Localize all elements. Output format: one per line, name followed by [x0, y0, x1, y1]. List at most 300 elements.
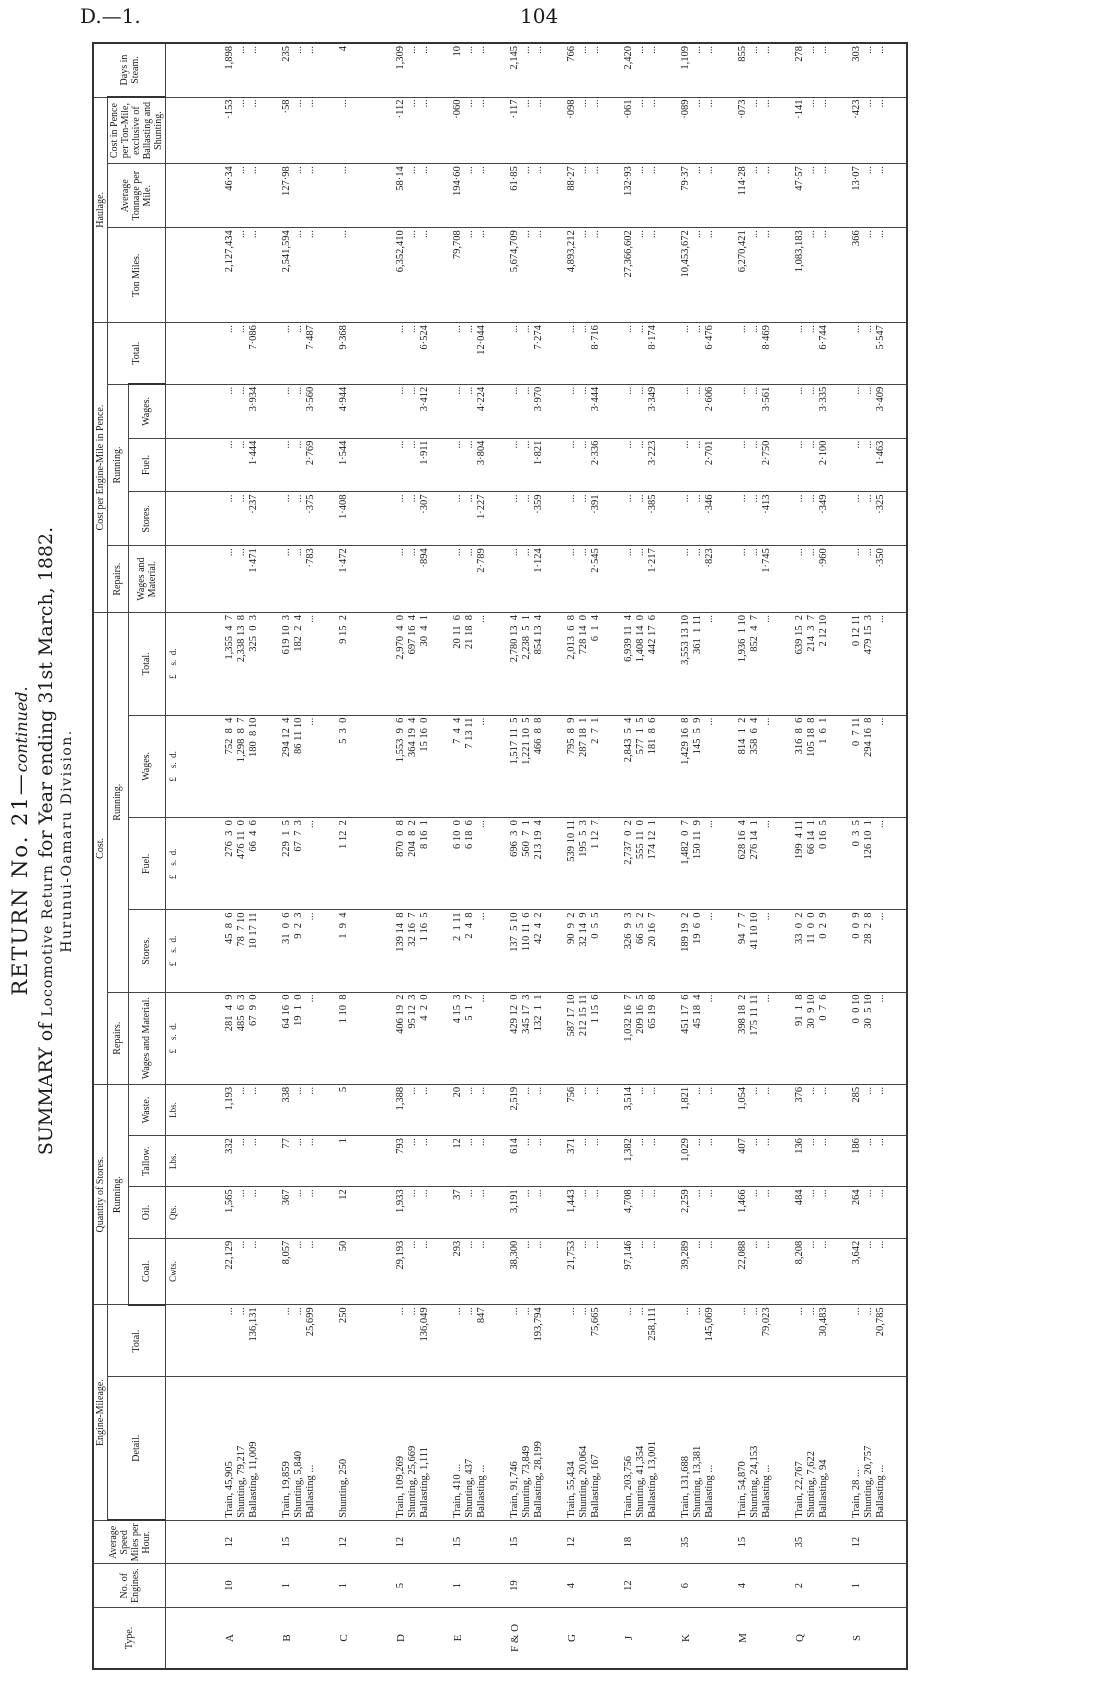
cell-ton-miles: 6,352,410 ... ...	[394, 228, 451, 323]
cell-stores: 33 0 2 11 0 0 0 2 9	[793, 910, 850, 992]
cell-detail: Train, 109,269 Shunting, 25,669 Ballasting, 1,111	[394, 1377, 451, 1521]
locomotive-table	[92, 42, 908, 1670]
cell-fuel: 1,482 0 7 150 11 9 ...	[679, 818, 736, 910]
cell-engines: 4	[565, 1564, 622, 1608]
units-row	[166, 43, 223, 1669]
cell-run-total: 20 11 6 21 18 8 ...	[451, 612, 508, 715]
cell-p-stores: ... ... ·346	[679, 492, 736, 546]
cell-tallow: 77 ... ...	[280, 1136, 337, 1187]
cell-stores: 137 5 10 110 11 6 42 4 2	[508, 910, 565, 992]
table-row	[508, 43, 565, 1669]
col-pence-total: Total.	[108, 323, 166, 385]
cell-oil: 1,565 ... ...	[223, 1187, 280, 1238]
cell-run-total: 2,013 6 8 728 14 0 6 1 4	[565, 612, 622, 715]
cell-repairs: 1 10 8	[337, 992, 394, 1084]
col-cost-total: Total.	[128, 612, 165, 715]
col-speed: Average Speed Miles per Hour.	[93, 1520, 166, 1564]
cell-ton-miles: 366 ... ...	[850, 228, 907, 323]
cell-stores: 90 9 2 32 14 9 0 5 5	[565, 910, 622, 992]
cell-engines: 12	[622, 1564, 679, 1608]
cell-ton-miles: 4,893,212 ... ...	[565, 228, 622, 323]
col-pence-wages: Wages.	[128, 384, 165, 438]
cell-p-fuel: ... ... 1·444	[223, 438, 280, 492]
cell-speed: 35	[793, 1520, 850, 1564]
cell-p-stores: ... ... ·237	[223, 492, 280, 546]
cell-repairs: 406 19 2 95 12 3 4 2 0	[394, 992, 451, 1084]
cell-type: S	[850, 1607, 907, 1669]
cell-type: C	[337, 1607, 394, 1669]
cell-speed: 15	[508, 1520, 565, 1564]
cell-wages: 7 4 4 7 13 11 ...	[451, 715, 508, 818]
cell-cost-ton: ·117 ... ...	[508, 97, 565, 164]
cell-cost-ton: ·060 ... ...	[451, 97, 508, 164]
cell-p-wages: ... ... 3·934	[223, 384, 280, 438]
cell-ton-miles: 5,674,709 ... ...	[508, 228, 565, 323]
cell-tallow: 407 ... ...	[736, 1136, 793, 1187]
cell-speed: 35	[679, 1520, 736, 1564]
cell-total: ... ... 847	[451, 1305, 508, 1377]
cell-oil: 3,191 ... ...	[508, 1187, 565, 1238]
cell-p-stores: ... ... ·391	[565, 492, 622, 546]
cell-p-stores: ... ... ·307	[394, 492, 451, 546]
cell-engines: 1	[850, 1564, 907, 1608]
page-reference: D.—1.	[80, 4, 141, 28]
cell-ton-miles: ...	[337, 228, 394, 323]
cell-coal: 8,057 ... ...	[280, 1238, 337, 1305]
cell-p-fuel: ... ... 2·750	[736, 438, 793, 492]
cell-cost-ton: ·098 ... ...	[565, 97, 622, 164]
cell-run-total: 1,936 1 10 852 4 7 ...	[736, 612, 793, 715]
cell-p-wages: ... ... 2·606	[679, 384, 736, 438]
group-cost: Cost.	[93, 612, 108, 1084]
cell-total: ... ... 30,483	[793, 1305, 850, 1377]
cell-p-repairs: ... ... 1·745	[736, 546, 793, 613]
summary-title: SUMMARY of Locomotive Return for Year ending 31st March, 1882.	[35, 526, 57, 1156]
cell-avg-tonnage: 47·57 ... ...	[793, 164, 850, 228]
cell-engines: 6	[679, 1564, 736, 1608]
cell-repairs: 91 1 8 30 9 10 0 7 6	[793, 992, 850, 1084]
cell-tallow: 793 ... ...	[394, 1136, 451, 1187]
cell-p-fuel: ... ... 3·804	[451, 438, 508, 492]
unit-lsd: £ s. d.	[166, 818, 223, 910]
col-mileage-total: Total.	[108, 1305, 166, 1377]
cell-p-fuel: ... ... 2·100	[793, 438, 850, 492]
cell-wages: 795 8 9 287 18 1 2 7 1	[565, 715, 622, 818]
col-coal: Coal.	[128, 1238, 165, 1305]
cell-waste: 1,193 ... ...	[223, 1084, 280, 1135]
cell-wages: 316 8 6 105 18 8 1 6 1	[793, 715, 850, 818]
cell-tallow: 12 ... ...	[451, 1136, 508, 1187]
cell-oil: 2,259 ... ...	[679, 1187, 736, 1238]
cell-repairs: 64 16 0 19 1 0 ...	[280, 992, 337, 1084]
cell-p-repairs: ... ... 2·545	[565, 546, 622, 613]
cell-avg-tonnage: 46·34 ... ...	[223, 164, 280, 228]
col-oil: Oil.	[128, 1187, 165, 1238]
cell-total: ... ... 79,023	[736, 1305, 793, 1377]
cell-type: J	[622, 1607, 679, 1669]
cell-wages: 294 12 4 86 11 10 ...	[280, 715, 337, 818]
cell-p-repairs: ... ... 2·789	[451, 546, 508, 613]
cell-coal: 8,208 ... ...	[793, 1238, 850, 1305]
table-row	[850, 43, 907, 1669]
cell-repairs: 4 15 3 5 1 7 ...	[451, 992, 508, 1084]
cell-stores: 31 0 6 9 2 3 ...	[280, 910, 337, 992]
group-haulage: Haulage.	[93, 97, 108, 323]
cell-speed: 18	[622, 1520, 679, 1564]
cell-ton-miles: 27,366,602 ... ...	[622, 228, 679, 323]
col-cost-ton-mile: Cost in Pence per Ton-Mile, exclusive of Ballasting and Shunting.	[108, 97, 166, 164]
cell-waste: 1,821 ... ...	[679, 1084, 736, 1135]
cell-cost-ton: ·423 ... ...	[850, 97, 907, 164]
cell-cost-ton: ...	[337, 97, 394, 164]
cell-p-fuel: ... ... 1·911	[394, 438, 451, 492]
cell-fuel: 0 3 5 126 10 1 ...	[850, 818, 907, 910]
cell-ton-miles: 2,541,594 ... ...	[280, 228, 337, 323]
cell-waste: 5	[337, 1084, 394, 1135]
cell-speed: 15	[451, 1520, 508, 1564]
unit-lsd: £ s. d.	[166, 992, 223, 1084]
cell-p-stores: ... ... ·375	[280, 492, 337, 546]
cell-days: 1,109 ... ...	[679, 43, 736, 97]
cell-type: A	[223, 1607, 280, 1669]
cell-p-total: 9·368	[337, 323, 394, 385]
cell-detail: Train, 410 ... Shunting, 437 Ballasting ...	[451, 1377, 508, 1521]
cell-p-total: ... ... 5·547	[850, 323, 907, 385]
cell-p-stores: ... ... 1·227	[451, 492, 508, 546]
cell-speed: 12	[565, 1520, 622, 1564]
cell-p-wages: ... ... 3·412	[394, 384, 451, 438]
cell-p-wages: ... ... 3·444	[565, 384, 622, 438]
cell-p-total: ... ... 8·469	[736, 323, 793, 385]
cell-stores: 1 9 4	[337, 910, 394, 992]
cell-p-fuel: ... ... 1·463	[850, 438, 907, 492]
group-stores-running: Running.	[108, 1084, 129, 1305]
cell-avg-tonnage: 114·28 ... ...	[736, 164, 793, 228]
cell-p-repairs: ... ... 1·471	[223, 546, 280, 613]
cell-engines: 19	[508, 1564, 565, 1608]
cell-waste: 1,388 ... ...	[394, 1084, 451, 1135]
cell-coal: 38,300 ... ...	[508, 1238, 565, 1305]
cell-run-total: 2,780 13 4 2,238 5 1 854 13 4	[508, 612, 565, 715]
cell-detail: Train, 22,767 Shunting, 7,622 Ballasting, 94	[793, 1377, 850, 1521]
col-type: Type.	[93, 1607, 166, 1669]
cell-p-repairs: ... ... ·350	[850, 546, 907, 613]
cell-repairs: 281 4 9 485 6 3 67 9 0	[223, 992, 280, 1084]
cell-p-total: ... ... 7·274	[508, 323, 565, 385]
cell-coal: 22,129 ... ...	[223, 1238, 280, 1305]
cell-p-total: ... ... 8·174	[622, 323, 679, 385]
cell-days: 1,309 ... ...	[394, 43, 451, 97]
unit-lbs: Lbs.	[166, 1084, 223, 1135]
cell-waste: 756 ... ...	[565, 1084, 622, 1135]
cell-avg-tonnage: 194·60 ... ...	[451, 164, 508, 228]
cell-speed: 12	[223, 1520, 280, 1564]
cell-run-total: 0 12 11 479 15 3 ...	[850, 612, 907, 715]
cell-p-repairs: ... ... ·960	[793, 546, 850, 613]
table-row	[451, 43, 508, 1669]
cell-days: 2,420 ... ...	[622, 43, 679, 97]
cell-days: 4	[337, 43, 394, 97]
table-row	[280, 43, 337, 1669]
cell-p-wages: ... ... 3·335	[793, 384, 850, 438]
cell-oil: 484 ... ...	[793, 1187, 850, 1238]
cell-oil: 37 ... ...	[451, 1187, 508, 1238]
cell-days: 855 ... ...	[736, 43, 793, 97]
title-block	[8, 0, 75, 1682]
cell-waste: 3,514 ... ...	[622, 1084, 679, 1135]
cell-coal: 97,146 ... ...	[622, 1238, 679, 1305]
cell-detail: Train, 91,746 Shunting, 73,849 Ballasting, 28,199	[508, 1377, 565, 1521]
cell-avg-tonnage: 88·27 ... ...	[565, 164, 622, 228]
cell-ton-miles: 1,083,183 ... ...	[793, 228, 850, 323]
group-pence-repairs: Repairs.	[108, 546, 129, 613]
cell-days: 303 ... ...	[850, 43, 907, 97]
table-row	[736, 43, 793, 1669]
cell-repairs: 429 12 0 345 17 3 132 1 1	[508, 992, 565, 1084]
col-cost-wages: Wages.	[128, 715, 165, 818]
cell-detail: Train, 45,905 Shunting, 79,217 Ballasting, 11,009	[223, 1377, 280, 1521]
cell-p-wages: 4·944	[337, 384, 394, 438]
cell-oil: 264 ... ...	[850, 1187, 907, 1238]
cell-days: 2,145 ... ...	[508, 43, 565, 97]
cell-detail: Shunting, 250	[337, 1377, 394, 1521]
cell-engines: 2	[793, 1564, 850, 1608]
col-avg-tonnage: Average Tonnage per Mile.	[108, 164, 166, 228]
cell-engines: 10	[223, 1564, 280, 1608]
cell-type: G	[565, 1607, 622, 1669]
cell-tallow: 186 ... ...	[850, 1136, 907, 1187]
division-title: Hurunui-Oamaru Division.	[59, 729, 75, 953]
cell-tallow: 1,029 ... ...	[679, 1136, 736, 1187]
cell-repairs: 0 0 10 30 5 10 ...	[850, 992, 907, 1084]
table-row	[679, 43, 736, 1669]
cell-type: E	[451, 1607, 508, 1669]
col-pence-stores: Stores.	[128, 492, 165, 546]
cell-wages: 2,843 5 4 577 1 5 181 8 6	[622, 715, 679, 818]
cell-fuel: 6 10 0 6 18 6 ...	[451, 818, 508, 910]
col-cost-stores: Stores.	[128, 910, 165, 992]
cell-p-wages: ... ... 3·409	[850, 384, 907, 438]
cell-waste: 376 ... ...	[793, 1084, 850, 1135]
cell-coal: 39,289 ... ...	[679, 1238, 736, 1305]
cell-repairs: 398 18 2 175 11 11 ...	[736, 992, 793, 1084]
cell-tallow: 371 ... ...	[565, 1136, 622, 1187]
cell-total: ... ... 193,794	[508, 1305, 565, 1377]
cell-oil: 1,443 ... ...	[565, 1187, 622, 1238]
cell-fuel: 2,737 0 2 555 11 0 174 12 1	[622, 818, 679, 910]
cell-detail: Train, 55,434 Shunting, 20,064 Ballasting, 167	[565, 1377, 622, 1521]
cell-stores: 45 8 6 78 7 10 10 17 11	[223, 910, 280, 992]
col-days-steam: Days in Steam.	[93, 43, 166, 97]
page-number: 104	[520, 4, 559, 28]
cell-fuel: 229 1 5 67 7 3 ...	[280, 818, 337, 910]
table-row	[394, 43, 451, 1669]
cell-stores: 2 1 11 2 4 8 ...	[451, 910, 508, 992]
cell-type: B	[280, 1607, 337, 1669]
cell-p-wages: ... ... 3·970	[508, 384, 565, 438]
col-repairs-wages: Wages and Material.	[128, 992, 165, 1084]
cell-days: 766 ... ...	[565, 43, 622, 97]
cell-type: D	[394, 1607, 451, 1669]
cell-waste: 20 ... ...	[451, 1084, 508, 1135]
cell-cost-ton: ·089 ... ...	[679, 97, 736, 164]
cell-p-stores: ... ... ·385	[622, 492, 679, 546]
cell-coal: 22,088 ... ...	[736, 1238, 793, 1305]
unit-lsd: £ s. d.	[166, 612, 223, 715]
cell-detail: Train, 28 ... Shunting, 20,757 Ballasting ...	[850, 1377, 907, 1521]
cell-stores: 94 7 7 41 10 10 ...	[736, 910, 793, 992]
table-row	[565, 43, 622, 1669]
cell-stores: 189 19 2 19 6 0 ...	[679, 910, 736, 992]
cell-tallow: 332 ... ...	[223, 1136, 280, 1187]
col-pence-fuel: Fuel.	[128, 438, 165, 492]
cell-days: 1,898 ... ...	[223, 43, 280, 97]
group-cost-per-mile: Cost per Engine-Mile in Pence.	[93, 323, 108, 613]
cell-detail: Train, 19,859 Shunting, 5,840 Ballasting ...	[280, 1377, 337, 1521]
cell-detail: Train, 54,870 Shunting, 24,153 Ballasting ...	[736, 1377, 793, 1521]
cell-engines: 1	[337, 1564, 394, 1608]
cell-p-fuel: ... ... 3·223	[622, 438, 679, 492]
cell-p-wages: ... ... 3·560	[280, 384, 337, 438]
cell-repairs: 1,032 16 7 209 16 5 65 19 8	[622, 992, 679, 1084]
cell-cost-ton: ·073 ... ...	[736, 97, 793, 164]
cell-detail: Train, 203,756 Shunting, 41,354 Ballasting, 13,001	[622, 1377, 679, 1521]
cell-waste: 338 ... ...	[280, 1084, 337, 1135]
cell-avg-tonnage: 79·37 ... ...	[679, 164, 736, 228]
cell-tallow: 136 ... ...	[793, 1136, 850, 1187]
cell-cost-ton: ·061 ... ...	[622, 97, 679, 164]
cell-speed: 12	[394, 1520, 451, 1564]
unit-lbs: Lbs.	[166, 1136, 223, 1187]
cell-avg-tonnage: 58·14 ... ...	[394, 164, 451, 228]
cell-engines: 1	[451, 1564, 508, 1608]
cell-fuel: 628 16 4 276 14 1 ...	[736, 818, 793, 910]
unit-lsd: £ s. d.	[166, 910, 223, 992]
cell-engines: 4	[736, 1564, 793, 1608]
cell-cost-ton: ·58 ... ...	[280, 97, 337, 164]
cell-total: 250	[337, 1305, 394, 1377]
group-engine-mileage: Engine-Mileage.	[93, 1305, 108, 1520]
cell-coal: 21,753 ... ...	[565, 1238, 622, 1305]
cell-type: M	[736, 1607, 793, 1669]
cell-p-repairs: ... ... ·894	[394, 546, 451, 613]
table-row	[793, 43, 850, 1669]
unit-qts: Qts.	[166, 1187, 223, 1238]
cell-avg-tonnage: 61·85 ... ...	[508, 164, 565, 228]
return-title: RETURN No. 21—continued.	[8, 686, 32, 996]
cell-total: ... ... 25,699	[280, 1305, 337, 1377]
cell-p-repairs: ... ... 1·124	[508, 546, 565, 613]
cell-coal: 293 ... ...	[451, 1238, 508, 1305]
cell-p-total: ... ... 6·524	[394, 323, 451, 385]
col-engines: No. of Engines.	[93, 1564, 166, 1608]
cell-coal: 50	[337, 1238, 394, 1305]
col-tallow: Tallow.	[128, 1136, 165, 1187]
col-waste: Waste.	[128, 1084, 165, 1135]
cell-run-total: 619 10 3 182 2 4 ...	[280, 612, 337, 715]
cell-coal: 3,642 ... ...	[850, 1238, 907, 1305]
cell-fuel: 1 12 2	[337, 818, 394, 910]
cell-wages: 5 3 0	[337, 715, 394, 818]
cell-p-stores: ... ... ·349	[793, 492, 850, 546]
cell-total: ... ... 258,111	[622, 1305, 679, 1377]
cell-wages: 1,429 16 8 145 5 9 ...	[679, 715, 736, 818]
group-pence-running: Running.	[108, 384, 129, 546]
cell-p-stores: ... ... ·359	[508, 492, 565, 546]
cell-avg-tonnage: 13·07 ... ...	[850, 164, 907, 228]
cell-p-fuel: ... ... 1·821	[508, 438, 565, 492]
col-pence-repairs: Wages and Material.	[128, 546, 165, 613]
cell-wages: 1,553 9 6 364 19 4 15 16 0	[394, 715, 451, 818]
cell-p-total: ... ... 8·716	[565, 323, 622, 385]
cell-tallow: 1,382 ... ...	[622, 1136, 679, 1187]
cell-p-fuel: ... ... 2·769	[280, 438, 337, 492]
cell-tallow: 614 ... ...	[508, 1136, 565, 1187]
unit-lsd: £ s. d.	[166, 715, 223, 818]
cell-fuel: 539 10 11 195 5 3 1 12 7	[565, 818, 622, 910]
cell-waste: 1,054 ... ...	[736, 1084, 793, 1135]
cell-avg-tonnage: 132·93 ... ...	[622, 164, 679, 228]
cell-waste: 2,519 ... ...	[508, 1084, 565, 1135]
cell-waste: 285 ... ...	[850, 1084, 907, 1135]
cell-fuel: 276 3 0 476 11 0 66 4 6	[223, 818, 280, 910]
cell-speed: 15	[736, 1520, 793, 1564]
cell-wages: 0 7 11 294 16 8 ...	[850, 715, 907, 818]
cell-total: ... ... 145,069	[679, 1305, 736, 1377]
cell-wages: 752 8 4 1,298 8 7 180 8 10	[223, 715, 280, 818]
cell-p-wages: ... ... 3·561	[736, 384, 793, 438]
cell-p-repairs: 1·472	[337, 546, 394, 613]
cell-fuel: 696 3 0 560 7 1 213 19 4	[508, 818, 565, 910]
cell-engines: 5	[394, 1564, 451, 1608]
cell-p-total: ... ... 6·476	[679, 323, 736, 385]
cell-run-total: 1,355 4 7 2,338 13 8 325 0 3	[223, 612, 280, 715]
group-cost-repairs: Repairs.	[108, 992, 129, 1084]
cell-p-fuel: ... ... 2·336	[565, 438, 622, 492]
cell-type: K	[679, 1607, 736, 1669]
cell-p-stores: ... ... ·413	[736, 492, 793, 546]
cell-cost-ton: ·112 ... ...	[394, 97, 451, 164]
cell-p-fuel: ... ... 2·701	[679, 438, 736, 492]
cell-p-total: ... ... 7·487	[280, 323, 337, 385]
cell-speed: 12	[337, 1520, 394, 1564]
cell-fuel: 199 4 11 66 14 1 0 16 5	[793, 818, 850, 910]
group-quantity-stores: Quantity of Stores.	[93, 1084, 108, 1305]
cell-p-repairs: ... ... 1·217	[622, 546, 679, 613]
cell-repairs: 587 17 10 212 15 11 1 15 6	[565, 992, 622, 1084]
table-row	[337, 43, 394, 1669]
cell-avg-tonnage: 127·98 ... ...	[280, 164, 337, 228]
cell-p-repairs: ... ... ·823	[679, 546, 736, 613]
col-ton-miles: Ton Miles.	[108, 228, 166, 323]
cell-tallow: 1	[337, 1136, 394, 1187]
cell-wages: 1,517 11 5 1,221 10 5 466 8 8	[508, 715, 565, 818]
cell-stores: 326 9 3 66 5 2 20 16 7	[622, 910, 679, 992]
cell-p-repairs: ... ... ·783	[280, 546, 337, 613]
cell-p-total: ... ... 12·044	[451, 323, 508, 385]
cell-type: F & O	[508, 1607, 565, 1669]
cell-fuel: 870 0 8 204 8 2 8 16 1	[394, 818, 451, 910]
unit-cwts: Cwts.	[166, 1238, 223, 1305]
cell-p-wages: ... ... 4·224	[451, 384, 508, 438]
cell-engines: 1	[280, 1564, 337, 1608]
cell-days: 10 ... ...	[451, 43, 508, 97]
cell-ton-miles: 2,127,434 ... ...	[223, 228, 280, 323]
cell-run-total: 639 15 2 214 3 7 2 12 10	[793, 612, 850, 715]
cell-run-total: 3,553 13 10 361 1 11 ...	[679, 612, 736, 715]
cell-run-total: 9 15 2	[337, 612, 394, 715]
cell-oil: 1,466 ... ...	[736, 1187, 793, 1238]
